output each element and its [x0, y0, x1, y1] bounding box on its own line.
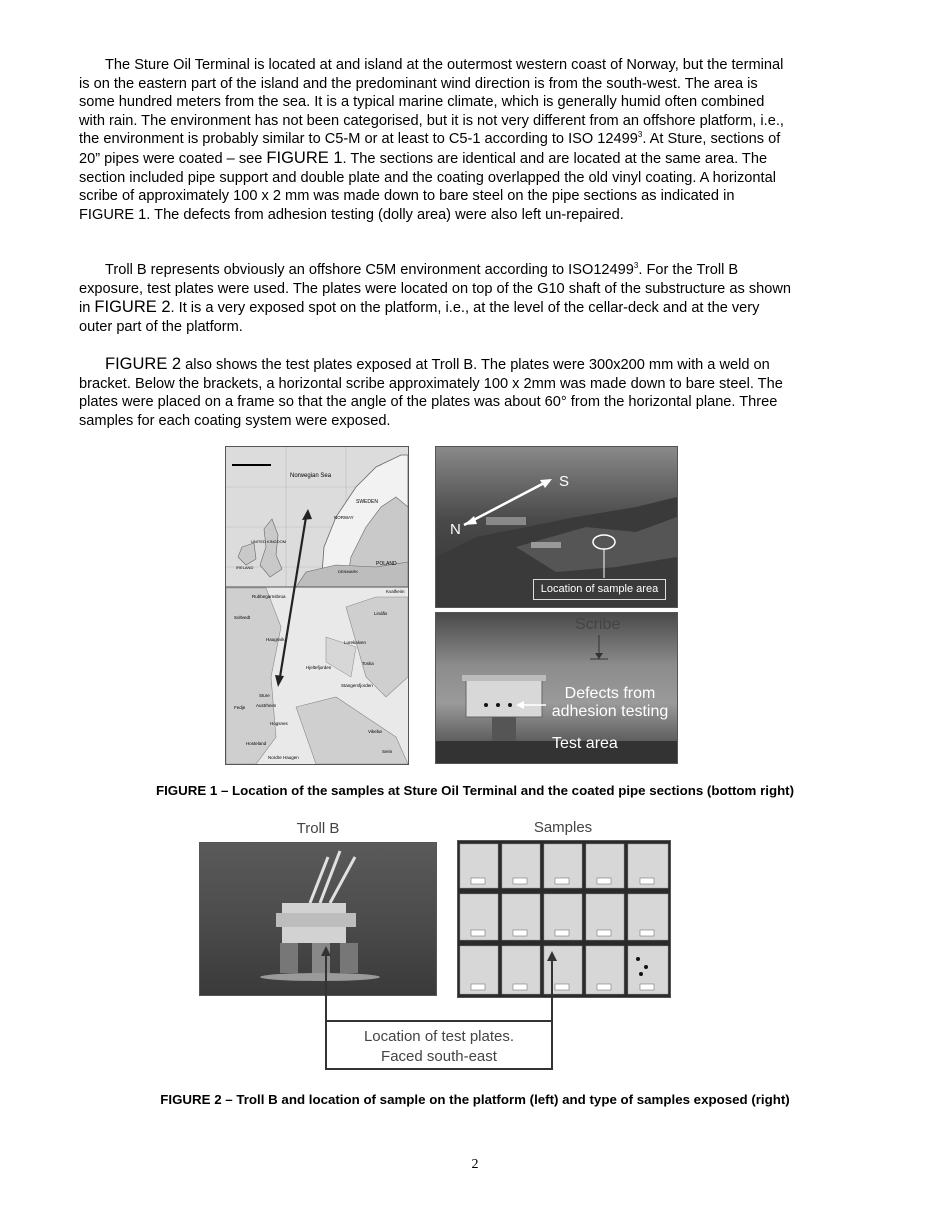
map-label-rubbe: Rubbegarnsbrua	[252, 594, 286, 599]
map-label-lind: Lindås	[374, 611, 388, 616]
samples-photo	[457, 840, 671, 998]
map-label-norway: NORWAY	[334, 515, 354, 520]
map-label-sture: Sture	[259, 693, 270, 698]
map-label-seim: Seim	[382, 749, 393, 754]
map-label-tolle: Toska	[362, 661, 374, 666]
test-area-label: Test area	[552, 735, 618, 752]
map-label-denmark: DENMARK	[338, 569, 359, 574]
map-label-haugsvik: Haugsvik	[266, 637, 285, 642]
map-label-uk: UNITED KINGDOM	[251, 539, 287, 544]
map-label-lurekalven: Lurekalven	[344, 640, 367, 645]
map-label-hoo: Hogsnes	[270, 721, 288, 726]
paragraph-troll: Troll B represents obviously an offshore C5M environment according to ISO12499$^3$. For the Troll B exposure, test plates were used. The plates were located on top of the G10 shaft of the substructure as shown in FIGURE 2. It is a very exposed spot on the platform, i.e., at the level of the cellar-deck and at the very outer part of the platform.	[79, 261, 792, 335]
compass-south-label: S	[559, 473, 570, 490]
map-label-soltvedt: Soltvedt	[234, 615, 251, 620]
map-label-poland: POLAND	[376, 561, 397, 567]
compass-north-label: N	[450, 521, 461, 538]
pipe-section-photo	[435, 612, 678, 764]
map-label-sweden: SWEDEN	[356, 499, 378, 505]
figure2-caption: FIGURE 2 – Troll B and location of sample on the platform (left) and type of samples exposed (right)	[160, 1092, 790, 1107]
map-label-strand: Stangersfjorden	[341, 683, 373, 688]
scribe-label: Scribe	[575, 616, 621, 633]
figure1-map-panel	[225, 446, 409, 765]
samples-label: Samples	[533, 819, 593, 836]
map-label-austrheim: Austrheim	[256, 703, 277, 708]
paragraph-sture: The Sture Oil Terminal is located at and island at the outermost western coast of Norway, but the terminal is on the eastern part of the island and the predominant wind direction is from the south-west. The area is some hundred meters from the sea. It is a typical marine climate, which is generally humid often combined with rain. The environment has not been categorised, but it is not very different from an offshore platform, i.e., the environment is probably similar to C5-M or at least to C5-1 according to ISO 12499$^3$. At Sture, sections of 20” pipes were coated – see FIGURE 1. The sections are identical and are located at the same area. The section included pipe support and double plate and the coating overlapped the old vinyl coating. A horizontal scribe of approximately 100 x 2 mm was made down to bare steel on the pipe sections as indicated in FIGURE 1. The defects from adhesion testing (dolly area) were also left un-repaired.	[79, 57, 784, 223]
map-label-hjelte: Hjeltefjorden	[306, 665, 332, 670]
map-label-fedje: Fedje	[234, 705, 246, 710]
map-label-hosteland: Hosteland	[246, 741, 267, 746]
figure1-caption: FIGURE 1 – Location of the samples at Sture Oil Terminal and the coated pipe sections (bottom right)	[155, 783, 795, 798]
defects-label: Defects from adhesion testing	[551, 685, 669, 720]
map-label-sea: Norwegian Sea	[290, 473, 332, 479]
troll-b-photo	[199, 842, 437, 996]
aerial-photo	[435, 446, 678, 608]
sample-area-label: Location of sample area	[533, 579, 666, 600]
map-label-kvalheim: Kvalheim	[386, 589, 405, 594]
map-label-vikebo: Vikebø	[368, 729, 382, 734]
map-label-ireland: IRELAND	[236, 565, 254, 570]
paragraph-test-plates: FIGURE 2 also shows the test plates exposed at Troll B. The plates were 300x200 mm with a weld on bracket. Below the brackets, a horizontal scribe approximately 100 x 2mm was made down to bare steel. The plates were placed on a frame so that the angle of the plates was about 60° from the horizontal plane. Three samples for each coating system were exposed.	[79, 355, 783, 429]
figure1-map	[226, 447, 408, 764]
page-number: 2	[471, 1157, 479, 1172]
map-label-nordro: Nordre Haugen	[268, 755, 299, 760]
test-plates-callout: Location of test plates. Faced south-east	[325, 1020, 553, 1070]
troll-b-label: Troll B	[296, 820, 340, 837]
